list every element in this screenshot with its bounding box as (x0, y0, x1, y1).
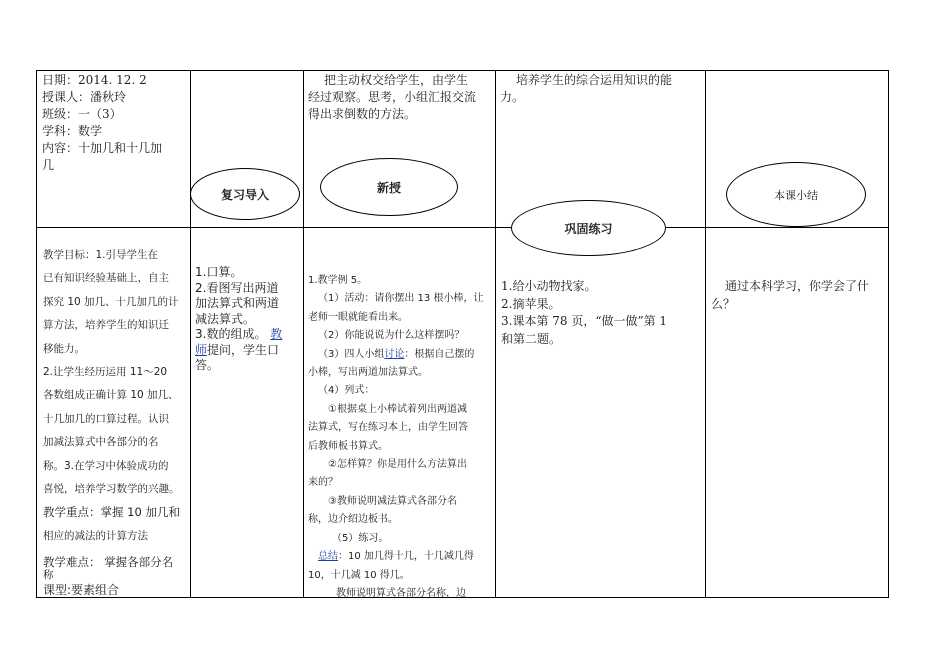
lesson-info (42, 72, 190, 174)
discussion-link[interactable]: 讨论 (384, 348, 405, 360)
row-divider (37, 227, 888, 228)
subject-text: 学科：数学 (42, 124, 103, 138)
review-label: 复习导入 (220, 187, 269, 202)
practice-content: 1.给小动物找家。 2.摘苹果。 3.课本第 78 页，“做一做”第 1 和第二题。 (501, 279, 668, 346)
new-lesson-content: 1.教学例 5。 （1）活动：请你摆出 13 根小棒，让 老师一眼就能看出来。 （2）你能说说为什么这样摆吗？ （3）四人小组讨论：根据自己摆的 小棒，写出两道加法算式。 （4）列式： ①根据桌上小棒试着列出两道减 法算式，写在练习本上，由学生回答 后教师板书算式。 ②怎样算？你是用什么方法算出 来的？ ③教师说明减法算式各部分名 称，边介绍边板书。 （5）练习。 总结：10 加几得十几，十几减几得 10，十几减 10 得几。 教师说明算式各部分名称，边 (308, 275, 484, 599)
review-oval (190, 168, 300, 220)
new-lesson-oval (320, 158, 458, 216)
summary-content: 通过本科学习，你学会了什 么？ (711, 279, 870, 311)
difficult-point: 教学难点： 掌握各部分名 (43, 555, 174, 570)
content-text-cont: 几 (42, 158, 55, 172)
new-lesson-label: 新授 (376, 180, 401, 195)
content-text: 内容：十加几和十几加 (42, 141, 163, 155)
key-point: 教学重点：掌握 10 加几和 (43, 505, 180, 520)
summary-oval (726, 162, 866, 227)
teacher-text: 授课人：潘秋玲 (42, 90, 127, 104)
practice-label: 巩固练习 (564, 221, 613, 236)
practice-intent: 培养学生的综合运用知识的能 力。 (500, 73, 673, 104)
teaching-goals: 教学目标：1.引导学生在 已有知识经验基础上，自主 探究 10 加几、十几加几的计 算方法，培养学生的知识迁 移能力。 2.让学生经历运用 11～20 各数组成正确计算 10 加几、 十几加几的口算过程。认识 加减法算式中各部分的名 称。3.在学习中体验成功的 喜悦，培养学习数学的兴趣。 教学重点：掌握 10 加几和 相应的减法的计算方法 教学难点： 掌握各部分名 称 课型:要素组合 (43, 244, 189, 600)
summary-label: 本课小结 (774, 188, 818, 202)
summary-link[interactable]: 总结 (318, 551, 338, 563)
class-text: 班级：一（3） (42, 107, 122, 121)
teacher-link-cont[interactable]: 师 (195, 342, 208, 357)
review-content: 1.口算。 2.看图写出两道 加法算式和两道 减法算式。 3.数的组成。 教 师提问，学生口 答。 (195, 265, 283, 372)
lesson-type: 课型:要素组合 (43, 583, 120, 598)
column-divider (303, 71, 304, 597)
new-lesson-intent: 把主动权交给学生，由学生 经过观察。思考，小组汇报交流 得出求倒数的方法。 (308, 73, 477, 121)
date-text: 日期：2014. 12. 2 (42, 73, 147, 87)
practice-oval (511, 200, 666, 256)
teacher-link[interactable]: 教 (270, 327, 283, 341)
column-divider (190, 71, 191, 597)
